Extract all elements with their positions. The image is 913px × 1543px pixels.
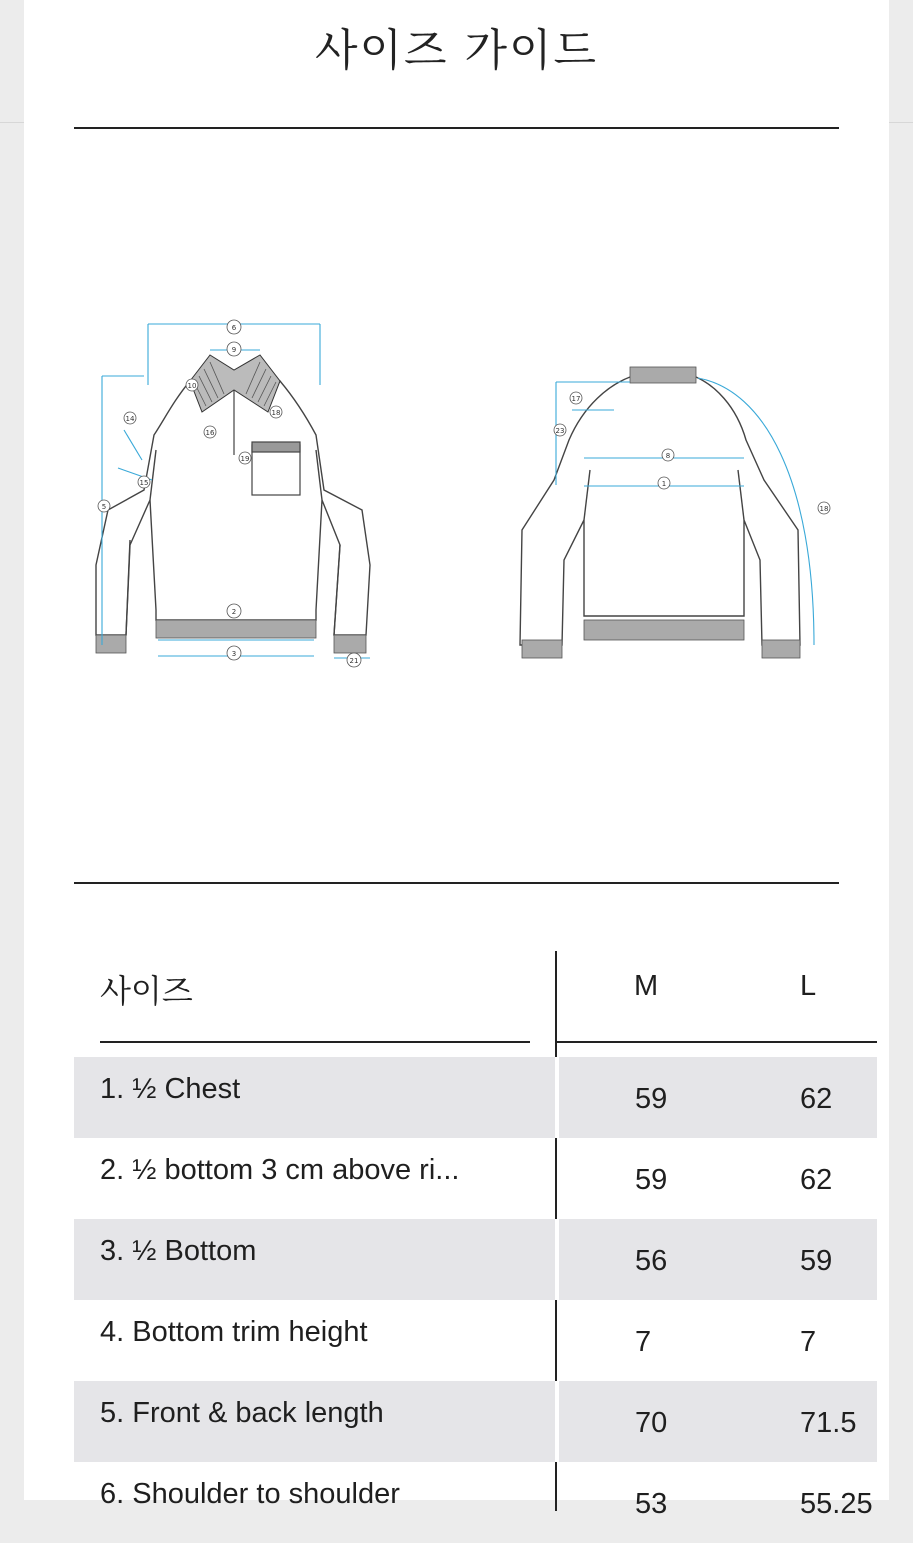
table-row: [74, 1219, 877, 1300]
value-m: 56: [635, 1245, 668, 1277]
front-body-outline: [96, 381, 370, 635]
value-l: 62: [800, 1164, 833, 1196]
front-marker-number: 6: [231, 324, 237, 332]
back-marker-number: 18: [819, 505, 829, 513]
measurement-label: 1. ½ Chest: [100, 1073, 241, 1105]
table-row: [74, 1057, 877, 1138]
page-title: 사이즈 가이드: [314, 25, 598, 76]
front-marker-number: 19: [240, 455, 250, 463]
front-marker-number: 3: [231, 650, 237, 658]
value-l: 71.5: [800, 1407, 857, 1439]
size-header-m: M: [634, 970, 659, 1002]
front-marker-number: 16: [205, 429, 215, 437]
value-l: 55.25: [800, 1488, 873, 1520]
header-rule: [557, 1041, 877, 1043]
front-view-illustration: [96, 381, 370, 635]
back-marker-number: 8: [665, 452, 671, 460]
measurement-label: 5. Front & back length: [100, 1397, 384, 1429]
value-l: 59: [800, 1245, 833, 1277]
back-marker-number: 23: [555, 427, 565, 435]
top-divider: [0, 122, 24, 123]
table-row: [74, 1138, 877, 1219]
front-marker-number: 5: [101, 503, 107, 511]
measurement-label[interactable]: 2. ½ bottom 3 cm above ri...: [100, 1154, 460, 1186]
front-marker-number: 18: [271, 409, 281, 417]
value-l: 7: [800, 1326, 817, 1358]
front-marker-number: 21: [349, 657, 359, 665]
measurement-label: 4. Bottom trim height: [100, 1316, 368, 1348]
front-marker-number: 9: [231, 346, 237, 354]
table-row: [74, 1462, 877, 1543]
back-marker-number: 17: [571, 395, 581, 403]
value-m: 70: [635, 1407, 668, 1439]
value-m: 53: [635, 1488, 668, 1520]
measurement-label: 3. ½ Bottom: [100, 1235, 257, 1267]
header-rule: [100, 1041, 530, 1043]
value-m: 59: [635, 1083, 668, 1115]
size-header-l: L: [800, 970, 817, 1002]
garment-measurement-diagram: [24, 150, 889, 870]
top-divider: [889, 122, 913, 123]
front-marker-number: 2: [231, 608, 237, 616]
front-marker-number: 15: [139, 479, 149, 487]
value-l: 62: [800, 1083, 833, 1115]
title-rule: [74, 127, 839, 129]
back-marker-number: 1: [661, 480, 667, 488]
front-chest-pocket: [252, 442, 300, 495]
value-m: 59: [635, 1164, 668, 1196]
front-marker-number: 10: [187, 382, 197, 390]
table-row: [74, 1381, 877, 1462]
measurement-label: 6. Shoulder to shoulder: [100, 1478, 400, 1510]
table-row: [74, 1300, 877, 1381]
value-m: 7: [635, 1326, 652, 1358]
front-marker-number: 14: [125, 415, 135, 423]
size-header-label: 사이즈: [100, 972, 193, 1010]
diagram-rule: [74, 882, 839, 884]
size-guide-sheet: [24, 0, 889, 1520]
